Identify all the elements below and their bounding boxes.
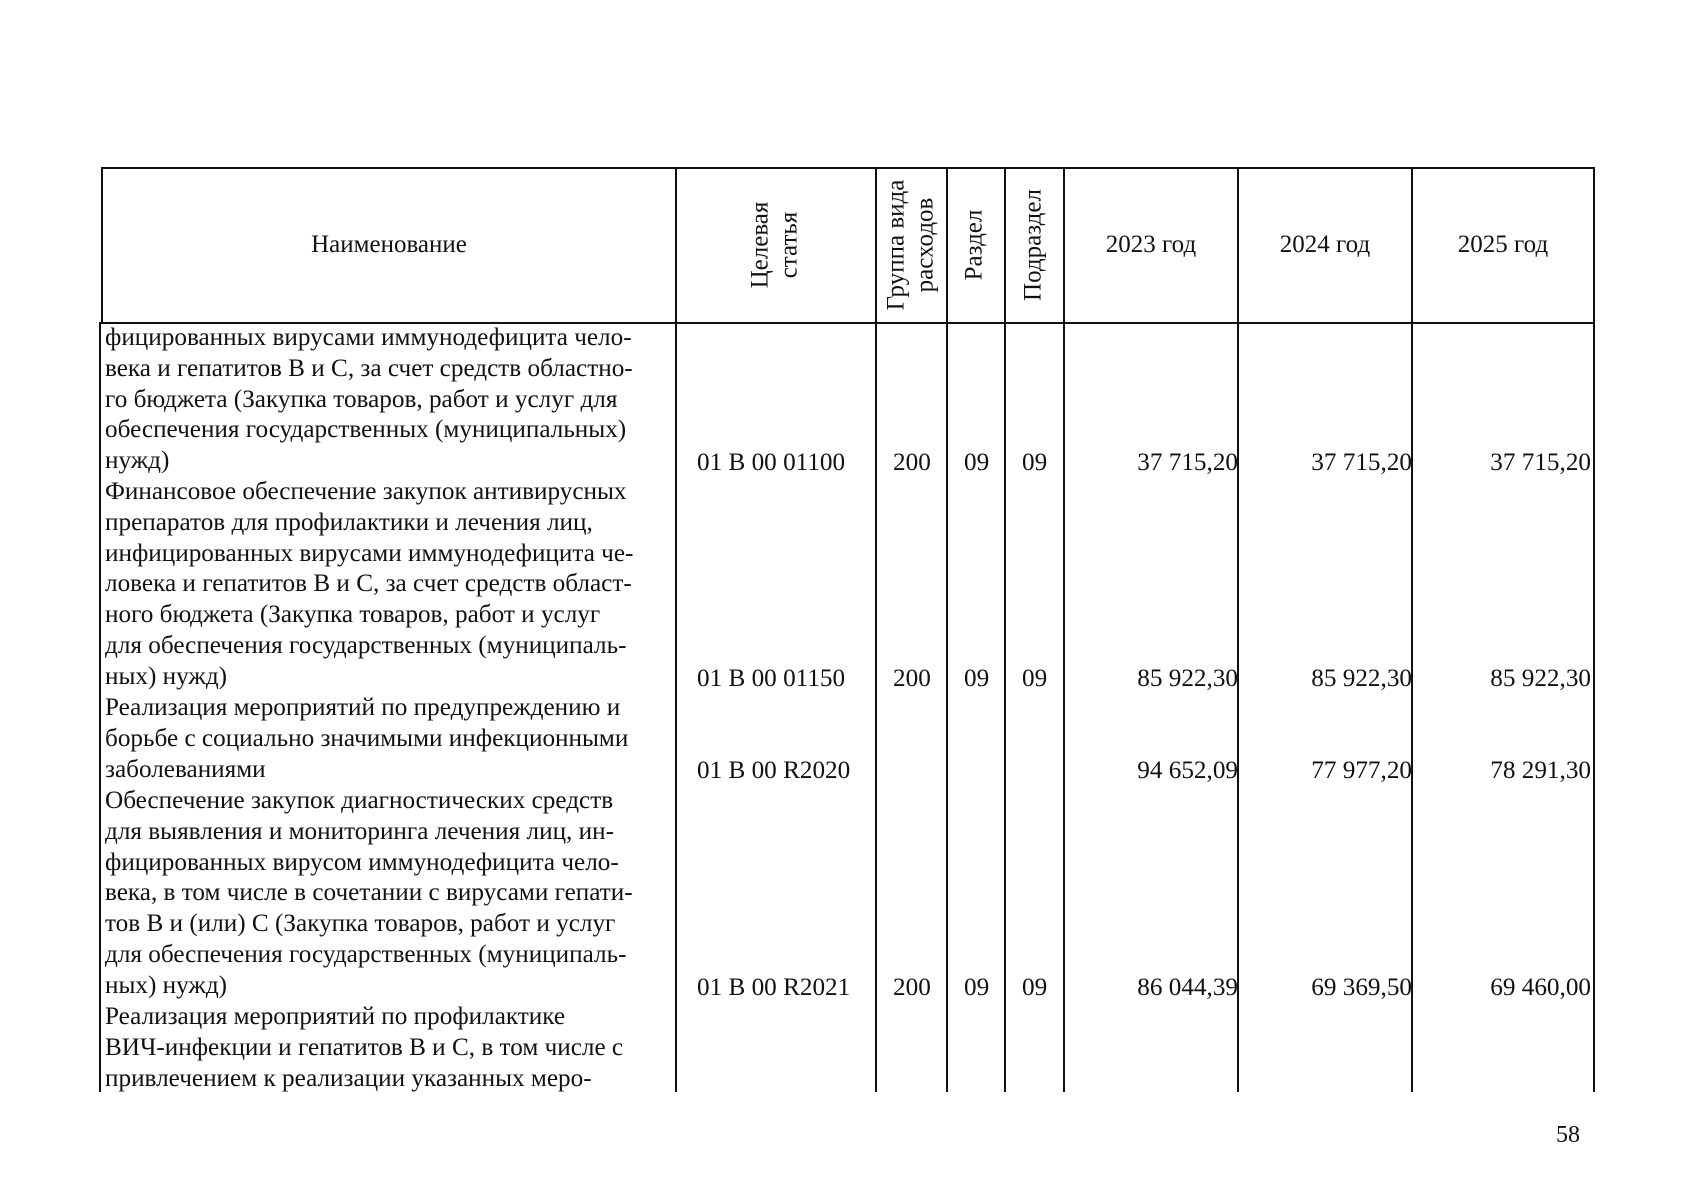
table-row-2025: 78 291,30 bbox=[1490, 757, 1591, 784]
table-row-2025: 69 460,00 bbox=[1490, 974, 1591, 1001]
table-left-border-body bbox=[99, 322, 101, 1092]
table-row-group: 200 bbox=[893, 665, 931, 692]
table-row-code: 01 В 00 01150 bbox=[697, 665, 846, 692]
table-right-border bbox=[1593, 167, 1595, 1092]
header-expense-group: Группа вида расходов bbox=[882, 179, 938, 311]
header-target-article: Целевая статья bbox=[746, 201, 802, 289]
table-row-name: Финансовое обеспечение закупок антивирусных препаратов для профилактики и лечения лиц, инфицированных вирусами иммунодефицита че- ловека и гепатитов В и С, за счет средств област- ного бюджета (Закупка товаров, работ и услуг для обеспечения государственных (муниципаль- ных) нужд) bbox=[105, 478, 634, 690]
column-divider-name bbox=[675, 167, 677, 1092]
table-row-name: Реализация мероприятий по предупреждению и борьбе с социально значимыми инфекционными заболеваниями bbox=[105, 694, 629, 783]
table-row-name: Обеспечение закупок диагностических средств для выявления и мониторинга лечения лиц, ин- фицированных вирусом иммунодефицита чело- века, в том числе в сочетании с вирусами гепати- тов В и (или) С (Закупка товаров, работ и услуг для обеспечения государственных (муниципаль- ных) нужд) bbox=[105, 787, 633, 999]
table-row-2024: 37 715,20 bbox=[1311, 449, 1412, 476]
table-row-2024: 85 922,30 bbox=[1311, 665, 1412, 692]
column-divider-code bbox=[875, 167, 877, 1092]
table-row-subsection: 09 bbox=[1022, 665, 1048, 692]
table-row-subsection: 09 bbox=[1022, 974, 1048, 1001]
table-row-2025: 85 922,30 bbox=[1490, 665, 1591, 692]
table-row-2024: 77 977,20 bbox=[1311, 757, 1412, 784]
table-row-code: 01 В 00 R2021 bbox=[697, 974, 851, 1001]
column-divider-section bbox=[1004, 167, 1006, 1092]
table-row-section: 09 bbox=[964, 449, 990, 476]
header-section: Раздел bbox=[960, 209, 988, 281]
table-row-code: 01 В 00 01100 bbox=[697, 449, 846, 476]
table-row-group: 200 bbox=[893, 449, 931, 476]
table-row-2023: 86 044,39 bbox=[1137, 974, 1238, 1001]
table-row-2025: 37 715,20 bbox=[1490, 449, 1591, 476]
page-number: 58 bbox=[1556, 1122, 1580, 1148]
header-subsection: Подраздел bbox=[1019, 189, 1047, 301]
header-2024: 2024 год bbox=[1279, 231, 1371, 259]
header-2025: 2025 год bbox=[1457, 231, 1549, 259]
table-row-name: Реализация мероприятий по профилактике ВИЧ-инфекции и гепатитов В и С, в том числе с привлечением к реализации указанных меро- bbox=[105, 1003, 624, 1092]
header-name: Наименование bbox=[311, 231, 467, 259]
header-2023: 2023 год bbox=[1105, 231, 1197, 259]
table-row-name: фицированных вирусами иммунодефицита чело- века и гепатитов В и С, за счет средств областно- го бюджета (Закупка товаров, работ и услуг для обеспечения государственных (муниципальных) нужд) bbox=[105, 324, 633, 475]
table-row-section: 09 bbox=[964, 974, 990, 1001]
table-row-code: 01 В 00 R2020 bbox=[697, 757, 851, 784]
table-row-2023: 37 715,20 bbox=[1137, 449, 1238, 476]
table-row-2024: 69 369,50 bbox=[1311, 974, 1412, 1001]
table-row-subsection: 09 bbox=[1022, 449, 1048, 476]
table-row-section: 09 bbox=[964, 665, 990, 692]
table-row-group: 200 bbox=[893, 974, 931, 1001]
column-divider-group bbox=[946, 167, 948, 1092]
table-row-2023: 85 922,30 bbox=[1137, 665, 1238, 692]
table-row-2023: 94 652,09 bbox=[1137, 757, 1238, 784]
